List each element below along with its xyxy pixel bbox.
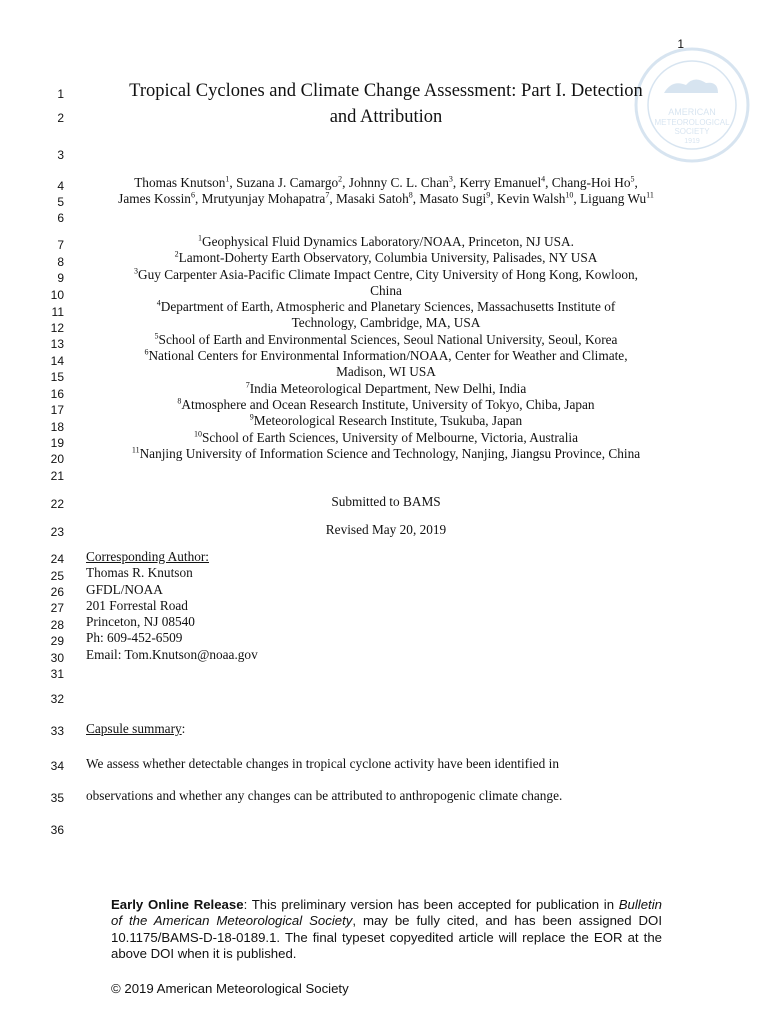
affiliation-text: India Meteorological Department, New Delhi, India xyxy=(249,380,527,396)
line-number: 22 xyxy=(50,497,64,511)
author-name: Mrutyunjay Mohapatra xyxy=(201,191,326,207)
author-list xyxy=(86,175,686,208)
seal-text-1: AMERICAN xyxy=(668,107,716,117)
line-number: 29 xyxy=(50,634,64,648)
affiliation-sup: 2 xyxy=(174,249,179,259)
author-name: Masaki Satoh xyxy=(335,191,409,207)
affiliation-sup: 7 xyxy=(245,380,250,390)
affiliation-sup: 5 xyxy=(154,331,159,341)
line-number: 6 xyxy=(57,211,64,225)
line-number: 8 xyxy=(57,255,64,269)
revised-date: Revised May 20, 2019 xyxy=(325,522,447,537)
line-number: 27 xyxy=(50,601,64,615)
author-line-2: James Kossin$^6$, Mrutyunjay Mohapatra$^7$, Masaki Satoh$^8$, Masato Sugi$^9$, Kevin Walsh$^{10}$, Liguang Wu$^{11}$ xyxy=(118,190,654,207)
capsule-heading: Capsule summary xyxy=(86,721,182,736)
author-name: James Kossin xyxy=(118,191,191,207)
author-sup: 1 xyxy=(225,174,230,184)
author-name: Masato Sugi xyxy=(419,191,487,207)
affiliation xyxy=(86,381,686,397)
eor-text-2: , may be fully cited, and has been assigned DOI 10.1175/BAMS-D-18-0189.1. The final typeset copyedited article will replace the EOR at the above DOI when it is published. xyxy=(111,913,662,962)
author-sup: 8 xyxy=(408,190,413,200)
affiliation xyxy=(86,397,686,413)
corresponding-phone: Ph: 609-452-6509 xyxy=(86,630,183,646)
affiliation-text: Nanjing University of Information Science and Technology, Nanjing, Jiangsu Province, China xyxy=(139,445,641,461)
affiliation-text: School of Earth Sciences, University of Melbourne, Victoria, Australia xyxy=(202,429,578,445)
author-name: Suzana J. Camargo xyxy=(236,175,339,190)
author-sup: 11 xyxy=(646,190,654,200)
line-number: 23 xyxy=(50,525,64,539)
eor-text-1: : This preliminary version has been accepted for publication in xyxy=(243,897,619,912)
line-number: 25 xyxy=(50,569,64,583)
line-number: 31 xyxy=(50,667,64,681)
corresponding-name: Thomas R. Knutson xyxy=(86,565,193,581)
author-name: Kerry Emanuel xyxy=(459,175,542,190)
line-number: 14 xyxy=(50,354,64,368)
corresponding-city: Princeton, NJ 08540 xyxy=(86,614,195,630)
paper-title xyxy=(86,78,686,130)
affiliation-sup: 10 xyxy=(194,429,202,439)
line-number: 24 xyxy=(50,552,64,566)
eor-journal: Bulletin of the American Meteorological Society xyxy=(111,897,662,929)
title-line-1: Tropical Cyclones and Climate Change Assessment: Part I. Detection xyxy=(129,81,643,101)
line-number: 12 xyxy=(50,321,64,335)
corresponding-org: GFDL/NOAA xyxy=(86,581,163,597)
line-number: 19 xyxy=(50,436,64,450)
affiliation-cont: Technology, Cambridge, MA, USA xyxy=(291,315,481,331)
line-number: 10 xyxy=(50,288,64,302)
affiliation-sup: 1 xyxy=(198,233,203,243)
author-sup: 6 xyxy=(190,190,195,200)
line-number: 18 xyxy=(50,420,64,434)
line-number: 15 xyxy=(50,370,64,384)
affiliation xyxy=(86,348,686,364)
affiliation-sup: 3 xyxy=(133,266,138,276)
line-number: 11 xyxy=(51,305,64,319)
author-name: Chang-Hoi Ho xyxy=(551,175,631,190)
affiliation xyxy=(86,267,686,283)
page-number: 1 xyxy=(677,37,684,51)
author-sup: 3 xyxy=(448,174,453,184)
line-number: 7 xyxy=(57,238,64,252)
affiliation-text: Meteorological Research Institute, Tsukuba, Japan xyxy=(253,413,523,429)
line-number: 9 xyxy=(57,271,64,285)
line-number: 36 xyxy=(50,823,64,837)
affiliation xyxy=(86,446,686,462)
line-number: 30 xyxy=(50,651,64,665)
title-line-2: and Attribution xyxy=(329,107,443,127)
affiliation-text: Guy Carpenter Asia-Pacific Climate Impact Centre, City University of Hong Kong, Kowloon, xyxy=(137,266,638,282)
corresponding-author xyxy=(86,549,258,663)
affiliation-text: National Centers for Environmental Information/NOAA, Center for Weather and Climate, xyxy=(148,348,628,364)
line-number: 13 xyxy=(50,337,64,351)
affiliation-sup: 11 xyxy=(131,445,140,455)
affiliation-text: Department of Earth, Atmospheric and Planetary Sciences, Massachusetts Institute of xyxy=(160,299,616,315)
corresponding-street: 201 Forrestal Road xyxy=(86,597,188,613)
seal-year: 1919 xyxy=(684,138,700,145)
submitted-to: Submitted to BAMS xyxy=(331,494,441,509)
affiliation-sup: 4 xyxy=(156,298,161,308)
corresponding-email: Email: Tom.Knutson@noaa.gov xyxy=(86,646,258,662)
line-number: 21 xyxy=(50,469,64,483)
author-name: Johnny C. L. Chan xyxy=(348,175,449,190)
corresponding-heading: Corresponding Author: xyxy=(86,549,209,564)
affiliations xyxy=(86,234,686,462)
author-sup: 4 xyxy=(541,174,546,184)
affiliation-sup: 6 xyxy=(144,347,149,357)
author-line-1: Thomas Knutson$^1$, Suzana J. Camargo$^2$, Johnny C. L. Chan$^3$, Kerry Emanuel$^4$, Chang-Hoi Ho$^5$, xyxy=(134,174,638,190)
affiliation-text: School of Earth and Environmental Sciences, Seoul National University, Seoul, Korea xyxy=(158,331,618,347)
line-number: 20 xyxy=(50,452,64,466)
affiliation-text: Atmosphere and Ocean Research Institute, University of Tokyo, Chiba, Japan xyxy=(181,396,595,412)
capsule-colon: : xyxy=(181,721,186,736)
line-number: 17 xyxy=(50,403,64,417)
line-number: 4 xyxy=(57,179,64,193)
line-number: 3 xyxy=(57,148,64,162)
author-name: Liguang Wu xyxy=(580,191,647,207)
line-number: 35 xyxy=(50,791,64,805)
seal-text-3: SOCIETY xyxy=(674,127,710,136)
affiliation xyxy=(86,332,686,348)
line-number: 5 xyxy=(57,195,64,209)
author-sup: 7 xyxy=(325,190,330,200)
author-sup: 5 xyxy=(630,174,635,184)
line-number: 28 xyxy=(50,618,64,632)
affiliation-text: Lamont-Doherty Earth Observatory, Columbia University, Palisades, NY USA xyxy=(178,250,598,266)
line-number: 32 xyxy=(50,692,64,706)
author-name: Thomas Knutson xyxy=(134,175,226,190)
line-number: 26 xyxy=(50,585,64,599)
affiliation-cont: Madison, WI USA xyxy=(336,364,436,380)
affiliation-cont: China xyxy=(370,282,402,298)
affiliation-text: Geophysical Fluid Dynamics Laboratory/NOAA, Princeton, NJ USA. xyxy=(202,234,574,249)
affiliation xyxy=(86,299,686,315)
early-online-release-notice xyxy=(111,897,662,963)
line-number: 33 xyxy=(50,724,64,738)
affiliation xyxy=(86,234,686,250)
capsule-line-2: observations and whether any changes can be attributed to anthropogenic climate change. xyxy=(86,788,563,803)
line-number: 16 xyxy=(50,387,64,401)
seal-text-2: METEOROLOGICAL xyxy=(654,118,730,127)
affiliation xyxy=(86,250,686,266)
line-number: 2 xyxy=(57,111,64,125)
line-number: 1 xyxy=(57,87,64,101)
author-sup: 9 xyxy=(486,190,491,200)
capsule-line-1: We assess whether detectable changes in tropical cyclone activity have been identified in xyxy=(86,756,559,771)
capsule-heading-line xyxy=(86,721,185,737)
affiliation-sup: 8 xyxy=(177,396,182,406)
copyright: © 2019 American Meteorological Society xyxy=(111,981,349,996)
author-sup: 10 xyxy=(565,190,574,200)
affiliation xyxy=(86,430,686,446)
affiliation-sup: 9 xyxy=(249,412,254,422)
affiliation xyxy=(86,413,686,429)
line-number: 34 xyxy=(50,759,64,773)
author-sup: 2 xyxy=(338,174,343,184)
author-name: Kevin Walsh xyxy=(496,191,566,207)
eor-bold: Early Online Release xyxy=(111,897,244,912)
